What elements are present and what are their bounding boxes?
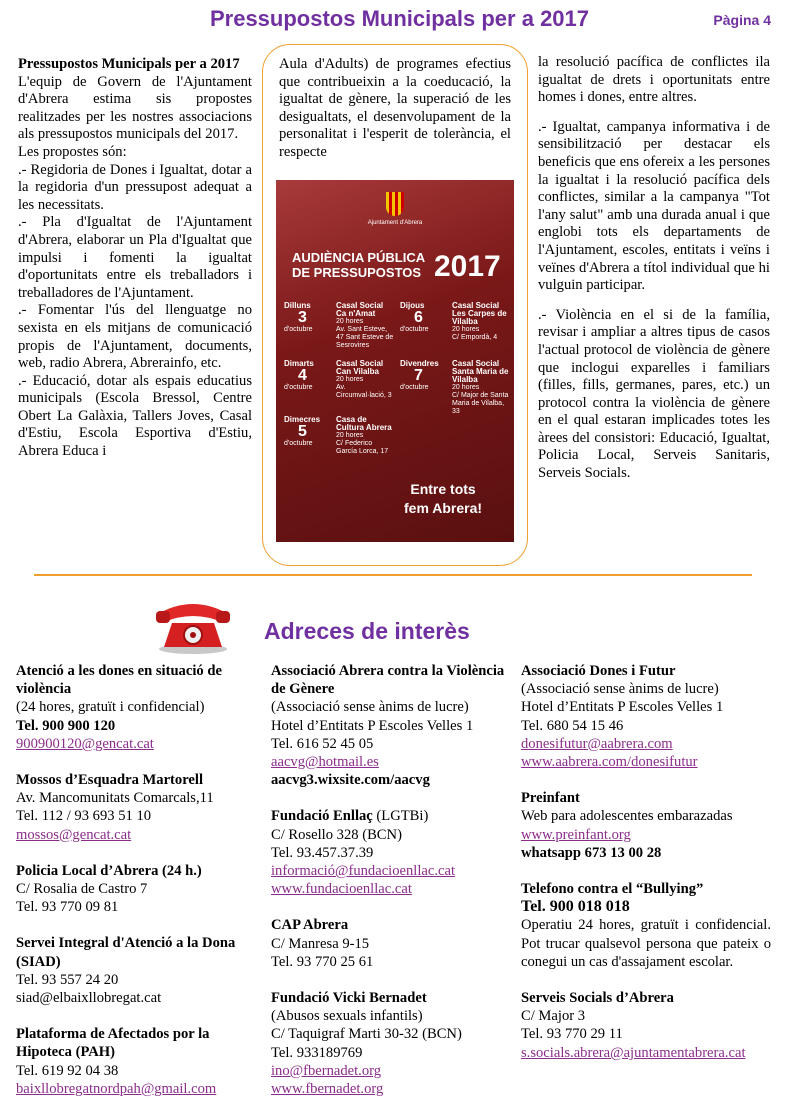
contact-name: Serveis Socials d’Abrera	[521, 990, 674, 1007]
website-text: aacvg3.wixsite.com/aacvg	[271, 772, 430, 789]
contact-name: Fundació Enllaç	[271, 808, 373, 825]
telephone-icon	[150, 597, 236, 655]
poster-event: Dijous 6 d'octubre Casal Social Les Carpes de Vilalba 20 hores C/ Empordà, 4	[400, 301, 507, 341]
contact-name: CAP Abrera	[271, 917, 349, 934]
public-hearing-poster	[276, 180, 514, 542]
proposal-5: .- Igualtat, campanya informativa i de sensibilització per destacar els beneficis que ens ofereix a les persones la igualtat i la resolució pacífica dels conflictes, similar a la campanya "Tot l'any salut" amb una durada anual i que englobi tots els departaments de l'Ajuntament, escoles, entitats i veïns i veïnes d'Abrera a títol individual que hi vulguin participar.	[538, 118, 770, 294]
website-link[interactable]: www.fbernadet.org	[271, 1081, 384, 1098]
contact-name: Preinfant	[521, 790, 580, 807]
email-link[interactable]: mossos@gencat.cat	[16, 826, 132, 843]
article-continuation-2: la resolució pacífica de conflictes ila igualtat de drets i oportunitats entre homes i dones, entre altres.	[538, 54, 770, 106]
contact-name: Policia Local d’Abrera (24 h.)	[16, 862, 202, 879]
proposal-2: .- Pla d'Igualtat de l'Ajuntament d'Abrera, elaborar un Pla d'Igualtat que impulsi i fomenti la igualtat d'oportunitats entre els treballadors i treballadores de l'Ajuntament.	[18, 214, 252, 301]
contact-phone: Tel. 900 900 120	[16, 717, 116, 734]
contact-name: Servei Integral d'Atenció a la Dona (SIAD)	[16, 935, 236, 970]
contacts-column-2: Associació Abrera contra la Violència de Gènere (Associació sense ànims de lucre) Hotel d’Entitats P Escoles Velles 1 Tel. 616 52 45 05 aacvg@hotmail.es aacvg3.wixsite.com/aacvg Fundació Enllaç (LGTBi) C/ Rosello 328 (BCN) Tel. 93.457.37.39 informació@fundacioenllac.cat www.fundacioenllac.cat CAP Abrera C/ Manresa 9-15 Tel. 93 770 25 61 Fundació Vicki Bernadet (Abusos sexuals infantils) C/ Taquigraf Marti 30-32 (BCN) Tel. 933189769 ino@fbernadet.org www.fbernadet.org	[271, 662, 519, 1098]
email-link[interactable]: 900900120@gencat.cat	[16, 735, 154, 752]
proposal-1: .- Regidoria de Dones i Igualtat, dotar a la regidoria d'un pressupost adequat a les necessitats.	[18, 161, 252, 213]
article-column-1	[18, 56, 252, 461]
poster-org: Ajuntament d'Abrera	[367, 220, 423, 226]
article-heading: Pressupostos Municipals per a 2017	[18, 56, 240, 72]
section-divider	[34, 574, 752, 576]
contact-name: Associació Dones i Futur	[521, 663, 676, 679]
poster-title: AUDIÈNCIA PÚBLICA DE PRESSUPOSTOS	[292, 250, 426, 280]
contact-phone: Tel. 900 018 018	[521, 898, 630, 916]
poster-event: Dimecres 5 d'octubre Casa de Cultura Abrera 20 hores C/ Federico García Lorca, 17	[284, 415, 392, 455]
email-link[interactable]: s.socials.abrera@ajuntamentabrera.cat	[521, 1044, 746, 1061]
contact-name: Plataforma de Afectados por la Hipoteca (PAH)	[16, 1026, 210, 1061]
contact-name: Telefono contra el “Bullying”	[521, 881, 704, 898]
contact-name: Atenció a les dones en situació de violència	[16, 663, 222, 698]
article-intro: L'equip de Govern de l'Ajuntament d'Abrera estima sis propostes realitzades per les nostres associacions als pressupostos municipals del 2017.	[18, 73, 252, 143]
municipal-crest-icon	[386, 192, 404, 216]
email-link[interactable]: aacvg@hotmail.es	[271, 754, 379, 771]
email-link[interactable]: donesifutur@aabrera.com	[521, 735, 673, 752]
contact-name: Mossos d’Esquadra Martorell	[16, 772, 204, 789]
contact-name: Associació Abrera contra la Violència de Gènere	[271, 663, 505, 698]
proposal-3: .- Fomentar l'ús del llenguatge no sexista en els mitjans de comunicació propis de l'Ajuntament, documents, web, radio Abrera, Abrerainfo, etc.	[18, 302, 252, 372]
email-link[interactable]: ino@fbernadet.org	[271, 1062, 382, 1079]
contacts-column-3: Associació Dones i Futur (Associació sense ànims de lucre) Hotel d’Entitats P Escoles Velles 1 Tel. 680 54 15 46 donesifutur@aabrera.com www.aabrera.com/donesifutur Preinfant Web para adolescentes embarazadas www.preinfant.org whatsapp 673 13 00 28 Telefono contra el “Bullying” Tel. 900 018 018 Operatiu 24 hores, gratuït i confidencial. Pot trucar qualsevol persona que pateix o conegui un cas d'assajament escolar. Serveis Socials d’Abrera C/ Major 3 Tel. 93 770 29 11 s.socials.abrera@ajuntamentabrera.cat	[521, 663, 771, 1061]
poster-year: 2017	[434, 250, 501, 283]
website-link[interactable]: www.aabrera.com/donesifutur	[521, 754, 698, 771]
email-link[interactable]: informació@fundacioenllac.cat	[271, 863, 456, 880]
proposal-4: .- Educació, dotar als espais educatius municipals (Escola Bressol, Centre Obert La Galàxia, Tallers Joves, Casal d'Estiu, Escola Esportiva d'Estiu, Abrera Educa i	[18, 372, 252, 460]
poster-event: Divendres 7 d'octubre Casal Social Santa Maria de Vilalba 20 hores C/ Major de Santa Maria de Vilalba, 33	[400, 359, 509, 415]
proposal-6: .- Violència en el si de la família, revisar i ampliar a altres tipus de casos l'actual protocol de violència de gènere que inclogui exparelles i familiars (filles, fills, germanes, pares, etc.) un protocol contra la violència de gènere en el qual estaran implicades totes les àrees del consistori: Educació, Igualtat, Policia Local, Serveis Sanitaris, Serveis Socials.	[538, 306, 770, 482]
poster-event: Dilluns 3 d'octubre Casal Social Ca n'Amat 20 hores Av. Sant Esteve, 47 Sant Esteve de Sesrovires	[284, 301, 394, 349]
page-number: Pàgina 4	[713, 12, 771, 28]
article-column-2	[279, 56, 511, 162]
article-column-3	[538, 54, 770, 483]
poster-event: Dimarts 4 d'octubre Casal Social Can Vilalba 20 hores Av. Circumval·lació, 3	[284, 359, 392, 399]
proposals-title: Les propostes són:	[18, 143, 127, 160]
poster-slogan: Entre tots fem Abrera!	[404, 481, 483, 516]
website-link[interactable]: www.preinfant.org	[521, 826, 631, 843]
page-title: Pressupostos Municipals per a 2017	[209, 6, 590, 31]
contacts-column-1: Atenció a les dones en situació de violència (24 hores, gratuït i confidencial) Tel. 900 900 120 900900120@gencat.cat Mossos d’Esquadra Martorell Av. Mancomunitats Comarcals,11 Tel. 112 / 93 693 51 10 mossos@gencat.cat Policia Local d’Abrera (24 h.) C/ Rosalia de Castro 7 Tel. 93 770 09 81 Servei Integral d'Atenció a la Dona (SIAD) Tel. 93 557 24 20 siad@elbaixllobregat.cat Plataforma de Afectados por la Hipoteca (PAH) Tel. 619 92 04 38 baixllobregatnordpah@gmail.com	[16, 662, 266, 1098]
article-continuation: Aula d'Adults) de programes efectius que contribueixin a la coeducació, la igualtat de gènere, la superació de les desigualtats, el desenvolupament de la personalitat i l'esperit de tolerància, el respecte	[279, 56, 511, 160]
contact-name: Fundació Vicki Bernadet	[271, 990, 427, 1007]
email-link[interactable]: baixllobregatnordpah@gmail.com	[16, 1080, 217, 1097]
contacts-title: Adreces de interès	[264, 618, 470, 644]
whatsapp-number: whatsapp 673 13 00 28	[521, 844, 662, 861]
website-link[interactable]: www.fundacioenllac.cat	[271, 881, 412, 898]
